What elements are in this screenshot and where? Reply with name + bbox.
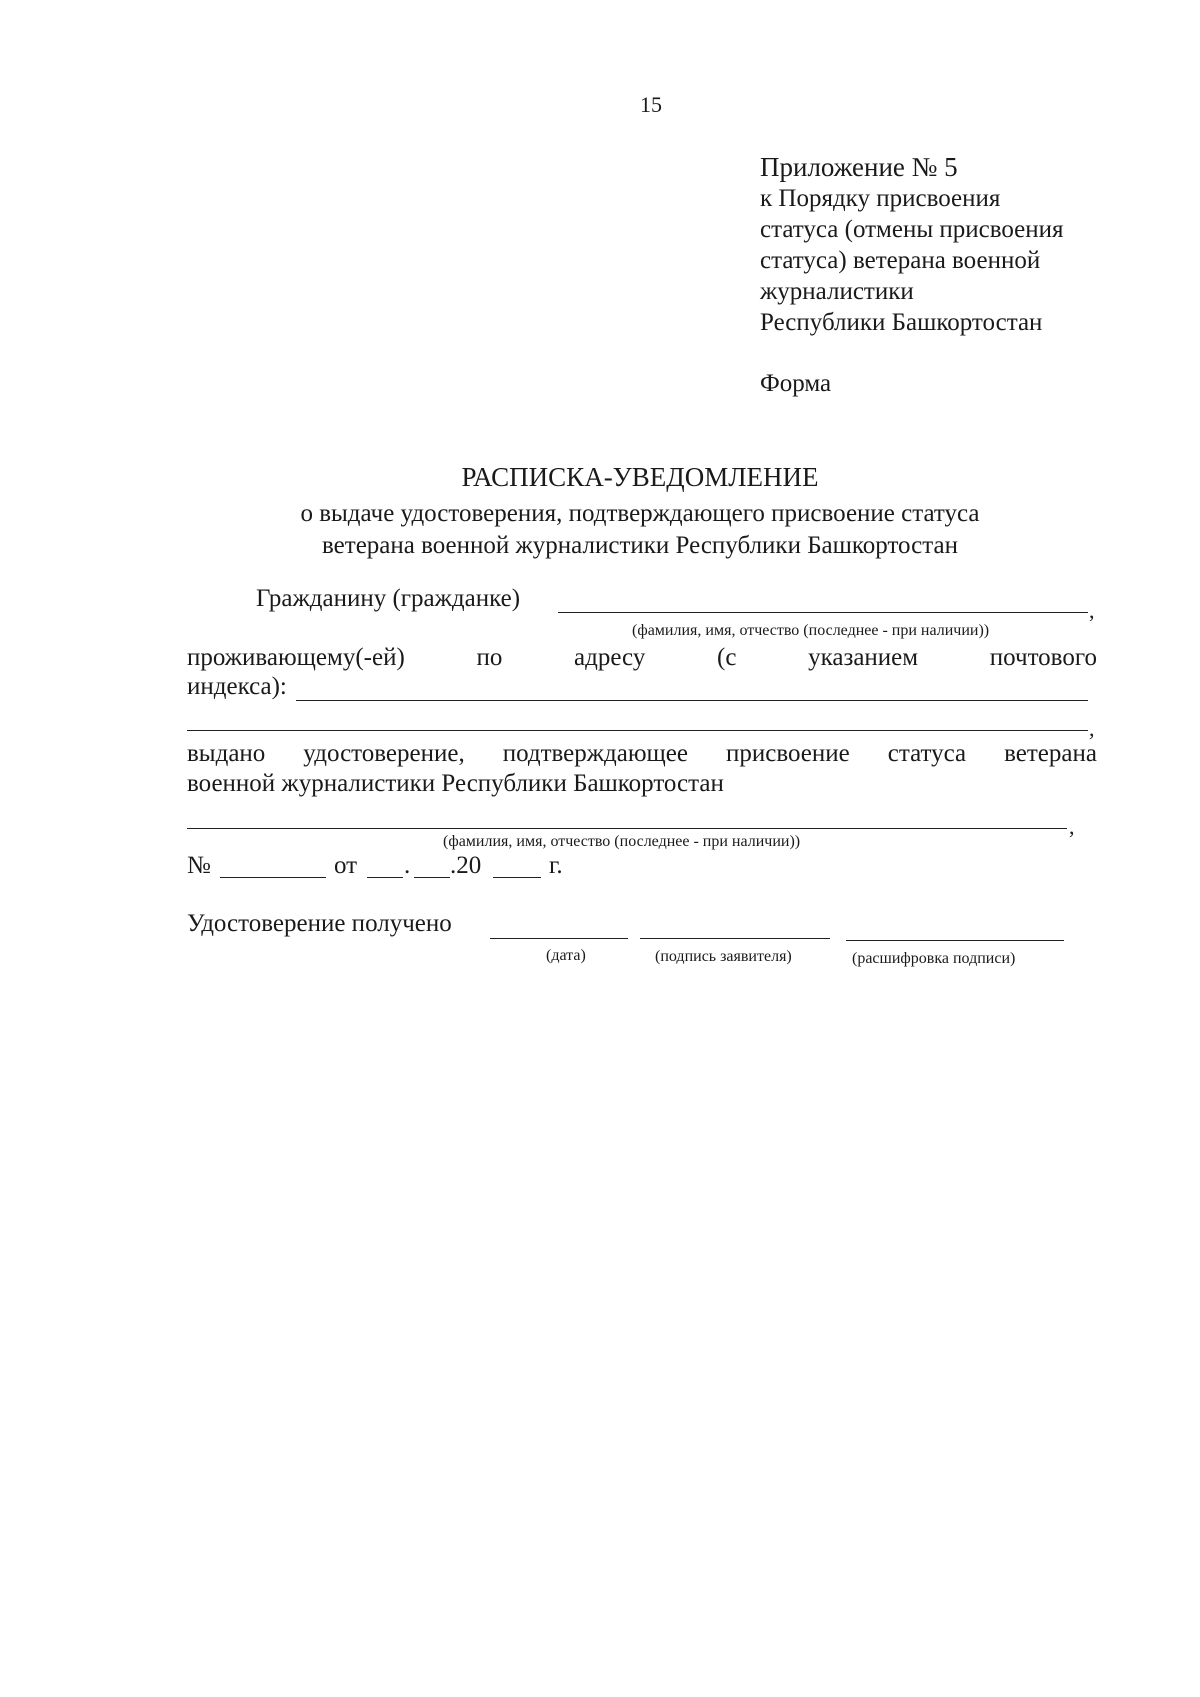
- address-line: [187, 644, 1097, 672]
- citizen-name-hint: (фамилия, имя, отчество (последнее - при наличии)): [632, 622, 990, 639]
- issued-name-field[interactable]: [187, 828, 1067, 829]
- from-label: от: [334, 852, 358, 879]
- address-field-line-2[interactable]: [187, 730, 1088, 731]
- appendix-line: Приложение № 5: [760, 152, 958, 182]
- signature-hint: (подпись заявителя): [655, 948, 792, 965]
- form-label: Форма: [760, 370, 832, 397]
- applicant-signature-field[interactable]: [640, 938, 830, 939]
- appendix-line: статуса (отмены присвоения: [760, 216, 1064, 243]
- signature-decoding-field[interactable]: [846, 940, 1064, 941]
- appendix-line: журналистики: [760, 278, 914, 305]
- appendix-line: статуса) ветерана военной: [760, 247, 1041, 274]
- document-subtitle: [240, 498, 1040, 562]
- citizen-name-field[interactable]: [558, 612, 1088, 613]
- address-word: адресу: [574, 644, 646, 671]
- issued-second-line: военной журналистики Республики Башкортостан: [187, 770, 724, 797]
- month-field[interactable]: [414, 877, 450, 878]
- number-sign: №: [187, 852, 211, 879]
- date-dot: .: [404, 852, 411, 879]
- issued-word: выдано: [187, 740, 266, 767]
- certificate-number-field[interactable]: [220, 877, 326, 878]
- issued-word: удостоверение,: [303, 740, 465, 767]
- address-word: почтового: [989, 644, 1097, 671]
- document-title: РАСПИСКА-УВЕДОМЛЕНИЕ: [461, 462, 819, 492]
- address-index-label: индекса):: [187, 673, 287, 700]
- issued-word: подтверждающее: [502, 740, 688, 767]
- received-label: Удостоверение получено: [187, 910, 452, 937]
- subtitle-line: ветерана военной журналистики Республики Башкортостан: [322, 532, 958, 559]
- issued-name-hint: (фамилия, имя, отчество (последнее - при наличии)): [443, 833, 801, 850]
- issued-word: ветерана: [1004, 740, 1097, 767]
- year-prefix: .20: [450, 852, 482, 879]
- received-date-field[interactable]: [490, 938, 628, 939]
- address-field-line-1[interactable]: [296, 700, 1088, 701]
- appendix-block: [760, 152, 1064, 338]
- comma: ,: [1089, 716, 1095, 741]
- address-word: по: [476, 644, 503, 671]
- address-word: проживающему(-ей): [187, 644, 405, 671]
- appendix-line: Республики Башкортостан: [760, 309, 1043, 336]
- issued-line: [187, 740, 1097, 768]
- comma: ,: [1069, 814, 1075, 839]
- day-field[interactable]: [367, 877, 403, 878]
- issued-word: статуса: [887, 740, 967, 767]
- address-word: указанием: [808, 644, 919, 671]
- year-field[interactable]: [493, 877, 541, 878]
- year-suffix: г.: [549, 852, 563, 879]
- issued-word: присвоение: [726, 740, 850, 767]
- decoding-hint: (расшифровка подписи): [852, 950, 1016, 967]
- citizen-label: Гражданину (гражданке): [256, 585, 521, 612]
- subtitle-line: о выдаче удостоверения, подтверждающего присвоение статуса: [300, 500, 980, 527]
- page-number: 15: [640, 92, 662, 117]
- appendix-line: к Порядку присвоения: [760, 185, 1001, 212]
- comma: ,: [1089, 598, 1095, 623]
- address-word: (с: [717, 644, 737, 671]
- date-hint: (дата): [546, 947, 586, 964]
